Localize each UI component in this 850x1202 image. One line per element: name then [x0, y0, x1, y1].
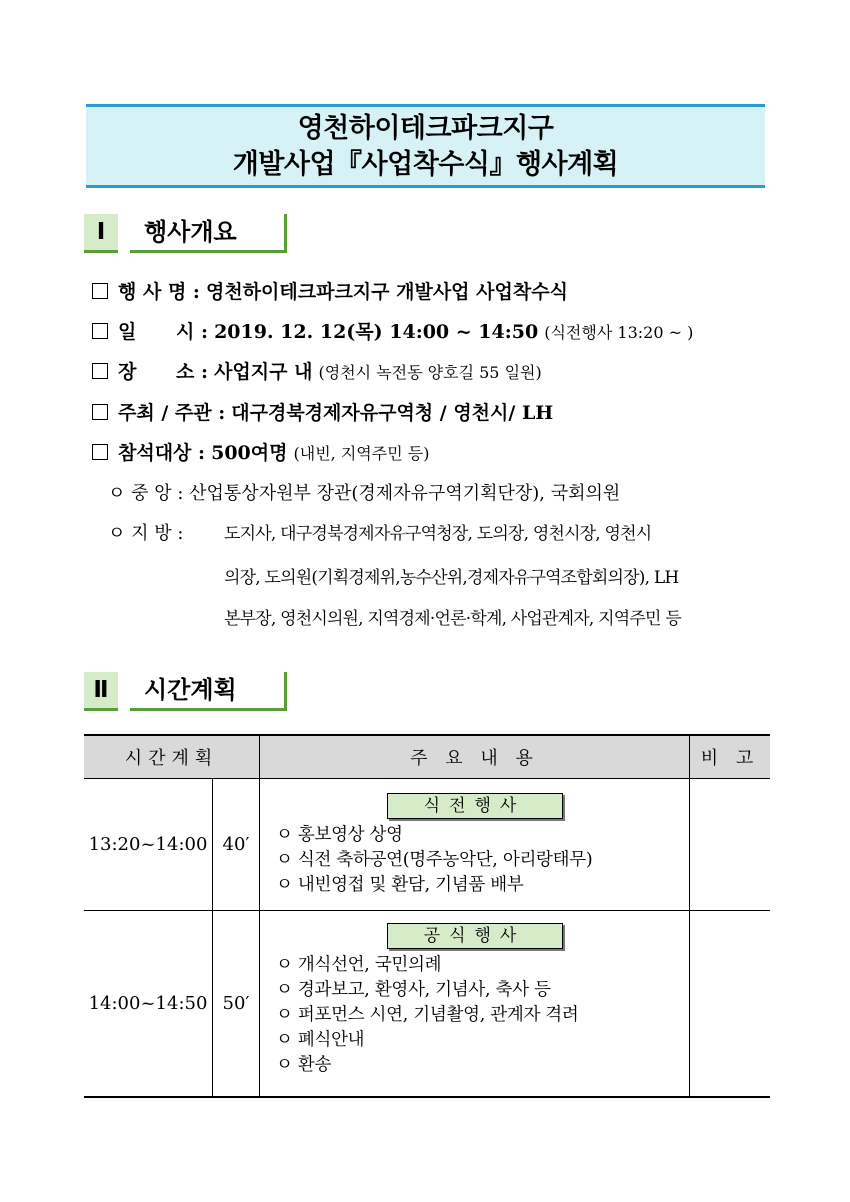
section-2-title: 시간계획	[130, 672, 287, 711]
overview-item-host: 주최 / 주관 : 대구경북경제자유구역청 / 영천시/ LH	[92, 401, 553, 425]
bullet-item: ㅇ 폐식안내	[276, 1030, 365, 1050]
schedule-header-row	[84, 735, 770, 779]
header-content: 주 요 내 용	[260, 735, 690, 779]
row-duration: 40′	[213, 779, 260, 911]
row-content	[260, 779, 690, 911]
attendees-local-line-3: 본부장, 영천시의원, 지역경제·언론·학계, 사업관계자, 지역주민 등	[224, 609, 681, 629]
attendees-central: ㅇ 중 앙 : 산업통상자원부 장관(경제자유구역기획단장), 국회의원	[108, 483, 621, 504]
overview-item-venue: 장 소 : 사업지구 내 (영천시 녹전동 양호길 55 일원)	[92, 360, 542, 385]
bullet-item: ㅇ 경과보고, 환영사, 기념사, 축사 등	[276, 980, 551, 1000]
checkbox-square-icon	[92, 363, 108, 379]
checkbox-square-icon	[92, 404, 108, 420]
section-1-number: Ⅰ	[84, 214, 118, 253]
attendees-local-line-1: 도지사, 대구경북경제자유구역청장, 도의장, 영천시장, 영천시	[224, 524, 652, 544]
row-duration: 50′	[213, 911, 260, 1097]
header-note: 비 고	[690, 735, 771, 779]
overview-item-event-name: 행 사 명 : 영천하이테크파크지구 개발사업 사업착수식	[92, 280, 568, 304]
title-line-2: 개발사업『사업착수식』행사계획	[232, 149, 619, 180]
bullet-item: ㅇ 환송	[276, 1055, 332, 1075]
checkbox-square-icon	[92, 444, 108, 460]
schedule-table	[84, 734, 770, 1098]
phase-label: 공식행사	[387, 923, 563, 949]
bullet-item: ㅇ 내빈영접 및 환담, 기념품 배부	[276, 875, 524, 895]
checkbox-square-icon	[92, 323, 108, 339]
row-note	[690, 911, 771, 1097]
header-time: 시간계획	[84, 735, 260, 779]
section-2-number: Ⅱ	[84, 672, 118, 711]
overview-item-attendees: 참석대상 : 500여명 (내빈, 지역주민 등)	[92, 441, 429, 466]
attendees-local-label: ㅇ 지 방 :	[108, 523, 184, 544]
row-note	[690, 779, 771, 911]
schedule-row	[84, 911, 770, 1097]
bullet-item: ㅇ 홍보영상 상영	[276, 825, 403, 845]
schedule-row	[84, 779, 770, 911]
phase-label: 식전행사	[387, 793, 563, 819]
bullet-item: ㅇ 퍼포먼스 시연, 기념촬영, 관계자 격려	[276, 1005, 579, 1025]
bullet-item: ㅇ 개식선언, 국민의례	[276, 955, 442, 975]
row-time: 13:20~14:00	[84, 779, 213, 911]
row-time: 14:00~14:50	[84, 911, 213, 1097]
document-title	[86, 104, 765, 188]
section-1-title: 행사개요	[130, 214, 287, 253]
overview-item-datetime: 일 시 : 2019. 12. 12(목) 14:00 ~ 14:50 (식전행사 13:20 ~ )	[92, 320, 693, 345]
checkbox-square-icon	[92, 283, 108, 299]
title-line-1: 영천하이테크파크지구	[297, 113, 554, 144]
bullet-item: ㅇ 식전 축하공연(명주농악단, 아리랑태무)	[276, 850, 593, 870]
row-content	[260, 911, 690, 1097]
attendees-local-line-2: 의장, 도의원(기획경제위,농수산위,경제자유구역조합회의장), LH	[224, 568, 679, 588]
